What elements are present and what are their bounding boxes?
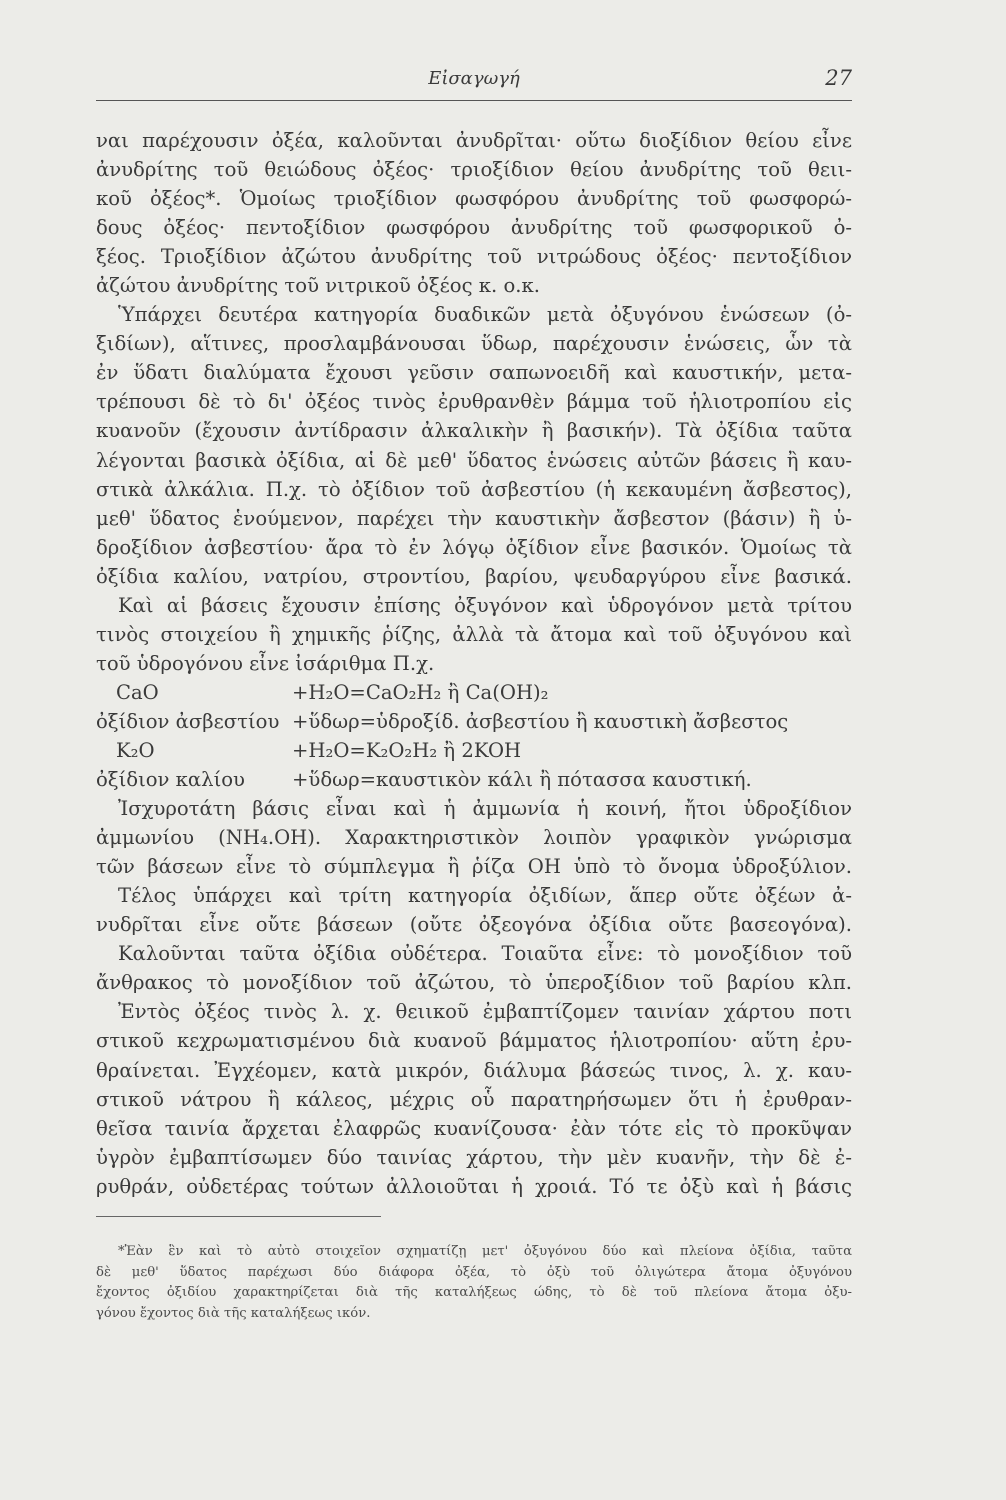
text-line: ἀνυδρίτης τοῦ θειώδους ὀξέος· τριοξίδιον θείου ἀνυδρίτης τοῦ θειι- xyxy=(96,158,852,182)
text-line: τρέπουσι δὲ τὸ δι' ὀξέος τινὸς ἐρυθρανθὲν βάμμα τοῦ ἡλιοτροπίου εἰς xyxy=(96,390,852,414)
text-line: κοῦ ὀξέος*. Ὁμοίως τριοξίδιον φωσφόρου ἀνυδρίτης τοῦ φωσφορώ- xyxy=(96,187,852,211)
text-line: λέγονται βασικὰ ὀξίδια, αἱ δὲ μεθ' ὕδατος ἑνώσεις αὐτῶν βάσεις ἢ καυ- xyxy=(96,448,852,472)
text-line: ὑγρὸν ἐμβαπτίσωμεν δύο ταινίας χάρτου, τὴν μὲν κυανῆν, τὴν δὲ ἐ- xyxy=(96,1145,852,1169)
text-line: ξέος. Τριοξίδιον ἀζώτου ἀνυδρίτης τοῦ νιτρώδους ὀξέος· πεντοξίδιον xyxy=(96,245,852,269)
running-title: Εἰσαγωγή xyxy=(428,68,520,89)
text-line: ἐν ὕδατι διαλύματα ἔχουσι γεῦσιν σαπωνοειδῆ καὶ καυστικήν, μετα- xyxy=(96,361,852,385)
text-line: Ὑπάρχει δευτέρα κατηγορία δυαδικῶν μετὰ ὀξυγόνου ἑνώσεων (ὀ- xyxy=(118,303,852,327)
text-line: Καλοῦνται ταῦτα ὀξίδια οὐδέτερα. Τοιαῦτα εἶνε: τὸ μονοξίδιον τοῦ xyxy=(118,942,852,966)
equation-left: ὀξίδιον καλίου xyxy=(96,768,245,792)
equation-right: +H₂O=CaO₂H₂ ἢ Ca(OH)₂ xyxy=(292,680,549,704)
footnote-divider xyxy=(96,1216,381,1217)
equation-row xyxy=(96,765,852,794)
equation-right: +ὕδωρ=ὑδροξίδ. ἀσβεστίου ἢ καυστικὴ ἄσβεστος xyxy=(292,709,789,733)
text-line: δους ὀξέος· πεντοξίδιον φωσφόρου ἀνυδρίτης τοῦ φωσφορικοῦ ὀ- xyxy=(96,216,852,240)
text-line: ὀξίδια καλίου, νατρίου, στροντίου, βαρίου, ψευδαργύρου εἶνε βασικά. xyxy=(96,564,852,588)
footnote-line: γόνου ἔχοντος διὰ τῆς καταλήξεως ικόν. xyxy=(96,1305,371,1321)
page-header xyxy=(96,62,852,101)
footnote xyxy=(96,1242,852,1324)
text-line: ξιδίων), αἵτινες, προσλαμβάνουσαι ὕδωρ, παρέχουσιν ἑνώσεις, ὧν τὰ xyxy=(96,332,852,356)
text-line: ναι παρέχουσιν ὀξέα, καλοῦνται ἀνυδρῖται· οὕτω διοξίδιον θείου εἶνε xyxy=(96,129,852,152)
text-line: τινὸς στοιχείου ἢ χημικῆς ῥίζης, ἀλλὰ τὰ ἄτομα καὶ τοῦ ὀξυγόνου καὶ xyxy=(96,622,852,646)
text-line: θεῖσα ταινία ἄρχεται ἐλαφρῶς κυανίζουσα· ἐὰν τότε εἰς τὸ προκῦψαν xyxy=(96,1116,852,1140)
text-line: στικοῦ νάτρου ἢ κάλεος, μέχρις οὗ παρατηρήσωμεν ὅτι ἡ ἐρυθραν- xyxy=(96,1087,852,1111)
footnote-line: ἔχοντος ὀξιδίου χαρακτηρίζεται διὰ τῆς καταλήξεως ώδης, τὸ δὲ τοῦ πλείονα ἄτομα ὀξυ- xyxy=(96,1285,852,1301)
text-line: ἀζώτου ἀνυδρίτης τοῦ νιτρικοῦ ὀξέος κ. ο.κ. xyxy=(96,274,540,298)
footnote-line: δὲ μεθ' ὕδατος παρέχωσι δύο διάφορα ὀξέα, τὸ ὀξὺ τοῦ ὀλιγώτερα ἄτομα ὀξυγόνου xyxy=(96,1264,852,1280)
text-line: δροξίδιον ἀσβεστίου· ἄρα τὸ ἐν λόγῳ ὀξίδιον εἶνε βασικόν. Ὁμοίως τὰ xyxy=(96,535,852,559)
equation-left: CaO xyxy=(116,680,159,704)
page-number: 27 xyxy=(825,66,852,90)
text-line: Καὶ αἱ βάσεις ἔχουσιν ἐπίσης ὀξυγόνον καὶ ὑδρογόνον μετὰ τρίτου xyxy=(118,593,852,617)
body-text xyxy=(96,126,852,1201)
equation-right: +ὕδωρ=καυστικὸν κάλι ἢ πότασσα καυστική. xyxy=(292,768,752,792)
text-line: ἀμμωνίου (NH₄.OH). Χαρακτηριστικὸν λοιπὸν γραφικὸν γνώρισμα xyxy=(96,826,852,850)
equation-row xyxy=(96,678,852,707)
text-line: ἄνθρακος τὸ μονοξίδιον τοῦ ἀζώτου, τὸ ὑπεροξίδιον τοῦ βαρίου κλπ. xyxy=(96,971,852,995)
equation-row xyxy=(96,736,852,765)
text-line: μεθ' ὕδατος ἑνούμενον, παρέχει τὴν καυστικὴν ἄσβεστον (βάσιν) ἢ ὑ- xyxy=(96,506,852,530)
text-line: Ἐντὸς ὀξέος τινὸς λ. χ. θειικοῦ ἐμβαπτίζομεν ταινίαν χάρτου ποτι xyxy=(118,1000,852,1024)
text-line: νυδρῖται εἶνε οὔτε βάσεων (οὔτε ὀξεογόνα ὀξίδια οὔτε βασεογόνα). xyxy=(96,913,852,937)
footnote-line: *Ἐὰν ἓν καὶ τὸ αὐτὸ στοιχεῖον σχηματίζῃ μετ' ὀξυγόνου δύο καὶ πλείονα ὀξίδια, ταῦτα xyxy=(118,1244,852,1259)
equation-right: +H₂O=K₂O₂H₂ ἢ 2KOH xyxy=(292,738,522,762)
equation-left: ὀξίδιον ἀσβεστίου xyxy=(96,709,280,733)
text-line: τῶν βάσεων εἶνε τὸ σύμπλεγμα ἢ ῥίζα OH ὑπὸ τὸ ὄνομα ὑδροξύλιον. xyxy=(96,855,852,879)
text-line: τοῦ ὑδρογόνου εἶνε ἰσάριθμα Π.χ. xyxy=(96,651,435,675)
equation-left: K₂O xyxy=(116,738,155,762)
text-line: στικὰ ἀλκάλια. Π.χ. τὸ ὀξίδιον τοῦ ἀσβεστίου (ἡ κεκαυμένη ἄσβεστος), xyxy=(96,477,852,501)
text-line: θραίνεται. Ἐγχέομεν, κατὰ μικρόν, διάλυμα βάσεώς τινος, λ. χ. καυ- xyxy=(96,1058,852,1082)
text-line: Ἰσχυροτάτη βάσις εἶναι καὶ ἡ ἀμμωνία ἡ κοινή, ἤτοι ὑδροξίδιον xyxy=(118,797,852,821)
equation-row xyxy=(96,707,852,736)
text-line: ρυθράν, οὐδετέρας τούτων ἀλλοιοῦται ἡ χροιά. Τό τε ὀξὺ καὶ ἡ βάσις xyxy=(96,1174,852,1198)
text-line: στικοῦ κεχρωματισμένου διὰ κυανοῦ βάμματος ἡλιοτροπίου· αὕτη ἐρυ- xyxy=(96,1029,852,1053)
text-line: Τέλος ὑπάρχει καὶ τρίτη κατηγορία ὀξιδίων, ἅπερ οὔτε ὀξέων ἀ- xyxy=(118,884,852,908)
text-line: κυανοῦν (ἔχουσιν ἀντίδρασιν ἀλκαλικὴν ἢ βασικήν). Τὰ ὀξίδια ταῦτα xyxy=(96,419,852,443)
